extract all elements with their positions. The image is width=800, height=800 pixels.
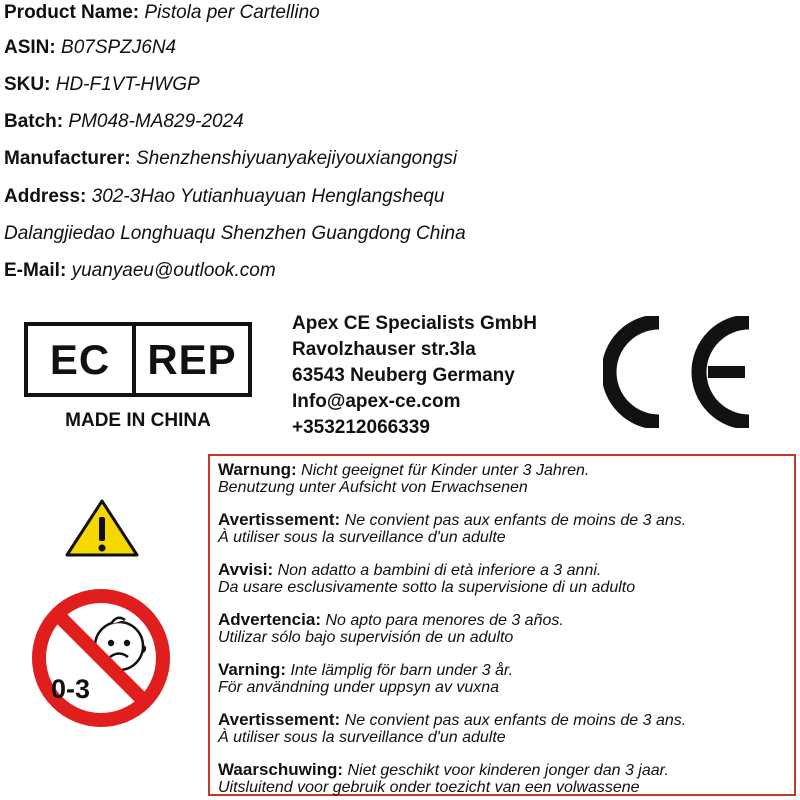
age-range-text: 0-3: [51, 674, 91, 704]
caution-triangle-icon: [64, 498, 140, 558]
rep-company: Apex CE Specialists GmbH: [292, 313, 537, 334]
representative-address: [292, 311, 537, 441]
warning-item-sv: Varning: Inte lämplig för barn under 3 år. För användning under uppsyn av vuxna: [218, 660, 514, 696]
rep-email: Info@apex-ce.com: [292, 391, 461, 412]
warning-item-nl: Waarschuwing: Niet geschikt voor kinderen jonger dan 3 jaar. Uitsluitend voor gebruik onder toezicht van een volwassene: [218, 760, 669, 796]
warning-item-es: Advertencia: No apto para menores de 3 años. Utilizar sólo bajo supervisión de un adulto: [218, 610, 564, 646]
product-name-line: Product Name: Pistola per Cartellino: [4, 2, 320, 23]
made-in-label: MADE IN CHINA: [65, 410, 211, 431]
email-line: E-Mail: yuanyaeu@outlook.com: [4, 260, 276, 281]
rep-phone: +353212066339: [292, 417, 430, 438]
batch-line: Batch: PM048-MA829-2024: [4, 111, 244, 132]
rep-street: Ravolzhauser str.3la: [292, 339, 476, 360]
warning-item-fr-2: Avertissement: Ne convient pas aux enfants de moins de 3 ans. À utiliser sous la surveillance d'un adulte: [218, 710, 687, 746]
address-line-2: Dalangjiedao Longhuaqu Shenzhen Guangdong China: [4, 223, 466, 244]
ec-rep-symbol: [24, 322, 252, 397]
asin-line: ASIN: B07SPZJ6N4: [4, 37, 177, 58]
ec-rep-rep-text: REP: [147, 335, 237, 383]
not-for-under-3-icon: [31, 588, 171, 728]
sku-line: SKU: HD-F1VT-HWGP: [4, 74, 200, 95]
manufacturer-line: Manufacturer: Shenzhenshiyuanyakejiyouxiangongsi: [4, 148, 458, 169]
warning-item-fr: Avertissement: Ne convient pas aux enfants de moins de 3 ans. À utiliser sous la surveillance d'un adulte: [218, 510, 687, 546]
warning-box: [208, 454, 796, 796]
address-line: Address: 302-3Hao Yutianhuayuan Henglangshequ: [4, 186, 445, 207]
ce-mark-icon: [603, 316, 753, 428]
warning-item-it: Avvisi: Non adatto a bambini di età inferiore a 3 anni. Da usare esclusivamente sotto la supervisione di un adulto: [218, 560, 636, 596]
ec-rep-ec-text: EC: [49, 335, 111, 383]
rep-city: 63543 Neuberg Germany: [292, 365, 515, 386]
warning-item-de: Warnung: Nicht geeignet für Kinder unter 3 Jahren. Benutzung unter Aufsicht von Erwachsenen: [218, 460, 590, 496]
